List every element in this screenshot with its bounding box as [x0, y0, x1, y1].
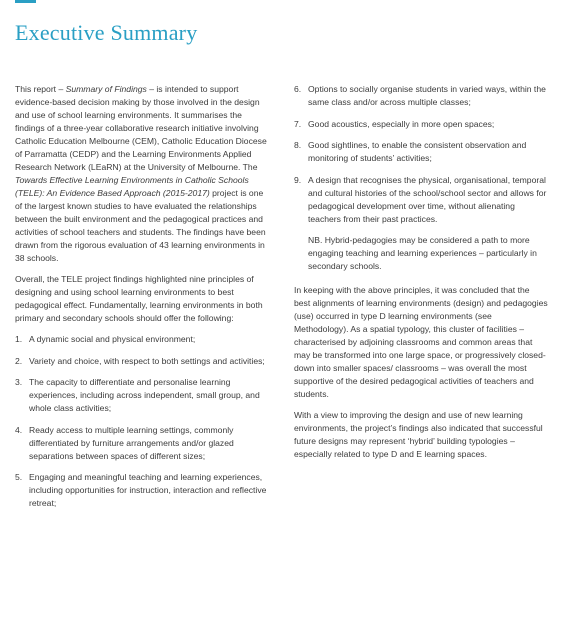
list-number: 4.: [15, 424, 23, 435]
list-number: 2.: [15, 355, 23, 366]
list-text: The capacity to differentiate and personalise learning experiences, including across independent, small group, and whole class activities;: [29, 377, 260, 413]
list-number: 6.: [294, 84, 302, 94]
list-text: Good acoustics, especially in more open spaces;: [308, 118, 495, 129]
intro-italic-title-2: Towards Effective Learning Environments in Catholic Schools (TELE): An Evidence Based Approach (2015-2017): [15, 175, 249, 198]
intro-text-2: – is intended to support evidence-based decision making by those involved in the design and use of school learning environments. It summarises the findings of a three-year collaborative research initiative involving Catholic Education Melbourne (CEM), Catholic Education Diocese of Parramatta (CEDP) and the Learning Environments Applied Research Network (LEaRN) at the University of Melbourne. The: [15, 84, 267, 172]
nb-note: NB. Hybrid-pedagogies may be considered a path to more engaging teaching and learning experiences – particularly in secondary schools.: [308, 235, 537, 271]
intro-paragraph: [15, 83, 269, 265]
list-text: Options to socially organise students in varied ways, within the same class and/or across multiple classes;: [308, 84, 546, 107]
intro-italic-title-1: Summary of Findings: [65, 84, 147, 94]
right-column: [294, 83, 548, 469]
list-item: [15, 471, 269, 510]
list-text: A design that recognises the physical, organisational, temporal and cultural histories of the school/school sector and allows for pedagogical development over time, without alienating teachers from their past practices.: [308, 174, 547, 224]
list-item: [15, 376, 269, 415]
principles-list-right: [294, 83, 548, 226]
header-accent-bar: [15, 0, 36, 3]
page-title: Executive Summary: [15, 20, 198, 45]
principles-list-left: [15, 333, 269, 510]
left-column: [15, 83, 269, 519]
list-item: [15, 355, 269, 368]
list-text: Ready access to multiple learning settings, commonly differentiated by furniture arrangements and/or glazed separations between spaces of different sizes;: [29, 424, 234, 461]
intro-text-1: This report –: [15, 84, 66, 94]
list-text: Variety and choice, with respect to both settings and activities;: [29, 355, 265, 366]
list-item: [294, 139, 548, 165]
list-number: 5.: [15, 472, 23, 482]
list-number: 1.: [15, 334, 23, 344]
list-number: 7.: [294, 118, 302, 129]
list-item: [294, 118, 548, 131]
intro-text-3: project is one of the largest known studies to have evaluated the relationships between the built environment and the pedagogical practices and activities of school teachers and students. The findings have been drawn from the rigorous evaluation of 43 learning environments in 38 schools.: [15, 188, 266, 263]
conclusion-paragraph: In keeping with the above principles, it was concluded that the best alignments of learning environments (design) and pedagogies (use) occurred in type D learning environments (see Methodology). As a spatial typology, this cluster of facilities – characterised by adjoining classrooms and common areas that may be transformed into one large space, or progressively closed-down into smaller spaces/ classrooms – was overall the most supportive of the desired pedagogical activities of teachers and students.: [294, 285, 548, 399]
list-number: 9.: [294, 174, 302, 185]
list-text: A dynamic social and physical environment;: [29, 334, 196, 344]
list-item: [15, 424, 269, 463]
list-text: Engaging and meaningful teaching and learning experiences, including opportunities for instruction, interaction and reflective retreat;: [29, 472, 267, 508]
list-number: 8.: [294, 140, 302, 150]
closing-paragraph: With a view to improving the design and use of new learning environments, the project’s findings also indicated that successful future designs may represent ‘hybrid’ building typologies – especially related to type D and E learning spaces.: [294, 410, 543, 459]
list-item: [15, 333, 269, 346]
list-item: [294, 174, 548, 226]
list-number: 3.: [15, 377, 23, 387]
list-text: Good sightlines, to enable the consistent observation and monitoring of students’ activities;: [308, 140, 527, 163]
overall-paragraph: Overall, the TELE project findings highlighted nine principles of designing and using school learning environments to best pedagogical effect. Fundamentally, learning environments in both primary and secondary schools should offer the following:: [15, 274, 263, 323]
list-item: [294, 83, 548, 109]
